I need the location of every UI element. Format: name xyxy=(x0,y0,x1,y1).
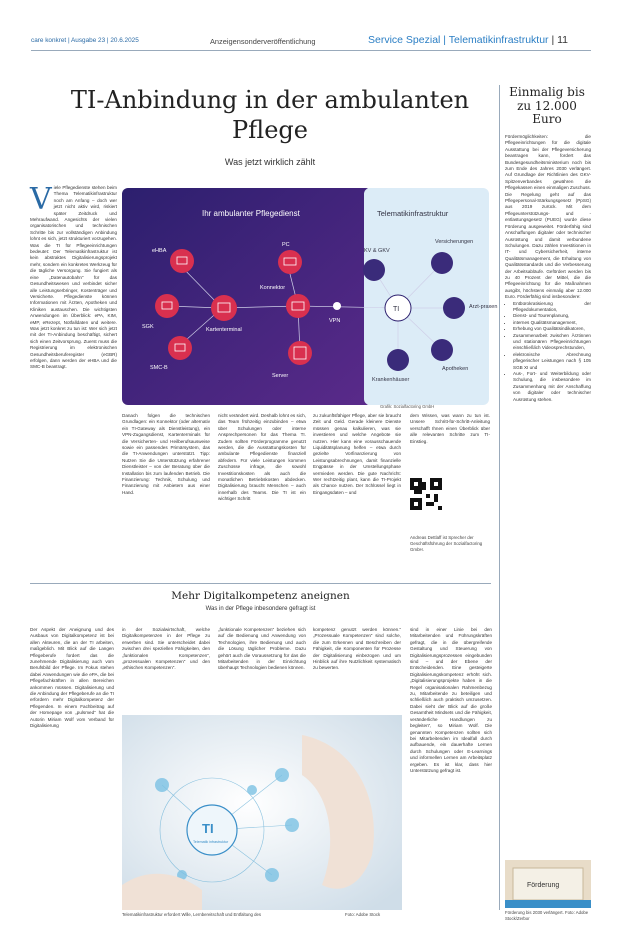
list-item: • Dienst- und Tourenplanung, xyxy=(513,313,591,319)
ti-hands-photo xyxy=(122,715,402,910)
svg-text:SMC-B: SMC-B xyxy=(150,365,168,371)
header-rule xyxy=(31,50,591,51)
list-item: • Aus-, Fort- und Weiterbildung oder Schulung, die insbesondere im Zusammenhang mit der Anschaffung von digitaler oder technischer Ausrüstung stehen. xyxy=(513,371,591,403)
article-column-1 xyxy=(30,182,117,565)
section-column-1: Der Aspekt der Aneignung und des Ausbaus von Digitalkompetenz ist bei allen Akteuren, die an der TI arbeiten, maßgeblich. Mit Blick auf die Langen Pflegeberufe fordert das die zunehmende Digitalisierung auch vom Berufsbild der Pflege. Im Fokus stehen dabei Anwendungen wie die ePA, die bei Pflegefachkräften in allen Bereichen ankommen müssen. Digitalisierung und die Anbindung der Pflegeberufe an die TI erfordern mehr Digitalkompetenz der Pflegenden. In einem Fachbeitrag auf der Homepage von „pulsmed“ hat die Autorin Miriam Wolf vom Verband für Digitalisierung xyxy=(30,627,114,729)
header-topic: Telematikinfrastruktur xyxy=(448,34,549,46)
sidebar-body xyxy=(505,134,591,854)
svg-text:Apotheken: Apotheken xyxy=(442,366,469,372)
section-subtitle: Was in der Pflege inbesondere gefragt ist xyxy=(205,606,316,612)
header-service: Service Spezial xyxy=(368,34,441,46)
svg-text:Versicherungen: Versicherungen xyxy=(435,239,474,245)
list-item: • internes Qualitätsmanagement, xyxy=(513,320,591,326)
svg-text:VPN: VPN xyxy=(329,318,341,324)
section-column-5: sind in einer Linie bei den Mitarbeitenden und Führungskräften gefragt, die in die übergreifende Gestaltung und Steuerung von Digitalisierungsprozessen eingebunden sind – und der Ebene der Entscheidenden. Eine gesteigerte Digitalisierungskompetenz erhöht sich. „Digitalisierungsprojekte haben in die Regel organisationalen Rahmenbezug zu, Mitarbeitende zu beteiligen und schließlich auch praktisch umzusetzen. Dabei sieht der Blick auf die große Gesamtheit Mindsets und die Fähigkeit, veränderliche Handlungen zu begleiten“, so Miriam Wolf. Die genannten Kompetenzen sollten sich bei Mitarbeitenden im Idealfall durch aufbauende, ein dauerhafte Lernen durch Schulungen oder E-Learnings und informellen Lernen am Arbeitsplatz ergeben. Es ist klar, dass hier Unterstützung gefragt ist. xyxy=(410,627,492,773)
qr-code-icon[interactable] xyxy=(410,478,442,510)
node-ti-center xyxy=(385,295,411,321)
section-title: Mehr Digitalkompetenz aneignen xyxy=(171,590,350,602)
header-divider: | xyxy=(551,34,558,46)
article-column-2: Danach folgen die technischen Grundlagen: ein Konnektor (oder alternativ ein TI-Gateway als Dienstleistung), ein VPN-Zugangsdienst, Kartenterminals für die Versicherten- und Heilberufsausweise sowie ein passendes Primärsystem, das die TI-Anwendungen unterstützt. Tipp: Nutzen Sie die Unterstützung erfahrener Dienstleister – von der Beratung über die Installation bis zum laufenden Betrieb. Die Finanzierung: Technik, Schulung und Finanzierung mit Anbietern aus einer Hand. xyxy=(122,413,210,495)
article-column-4: zu zukunftsfähiger Pflege, aber sie braucht Zeit und Geld. Gerade kleinere Dienste müssen genau kalkulieren, was sie investieren und welche Angebote sie nutzen. Hier kann eine vorausschauende Liquiditätsplanung helfen – etwa durch gezielte Vorfinanzierung von Leistungsabrechnungen, damit finanzielle Engpässe in der Umstellungsphase vermieden werden. Die gute Nachricht: Wer rechtzeitig plant, kann die TI-Projekt als Chance nutzen. Der Schlüssel liegt in Eingangsdaten – und xyxy=(313,413,401,495)
header-ad-label: Anzeigensonderveröffentlichung xyxy=(210,37,316,46)
article-subtitle: Was jetzt wirklich zählt xyxy=(224,157,316,167)
header-section xyxy=(368,34,568,46)
article-column-5: dem Wissen, was wann zu tun ist. Unsere Schritt-für-Schritt-Anleitung verschafft Ihnen einen Überblick über alle relevanten Schritte zum TI-Einstieg. xyxy=(410,413,490,444)
article-column-3: nicht verändert wird. Deshalb lohnt es sich, das Team frühzeitig einzubinden – etwa über Schulungen oder interne Ansprechpersonen für das Thema TI. Zudem sollten Förderprogramme genutzt werden, die die Ausstattungskosten für ambulante Pflegedienste finanziell abfedern. Für viele Leistungen kommen Zuschüsse infrage, die sowohl Investitionskosten als auch die monatlichen Betriebskosten abdecken. Digitalisierung braucht Menschen – auch innerhalb des Teams. Die TI ist ein wichtiger Schritt xyxy=(218,413,306,502)
svg-text:Kartenterminal: Kartenterminal xyxy=(206,327,242,333)
svg-text:Arzt-praxen: Arzt-praxen xyxy=(469,304,498,310)
list-item: • Entbürokratisierung der Pflegedokumentation, xyxy=(513,301,591,314)
list-item: • Erhebung von Qualitätsindikatoren, xyxy=(513,326,591,332)
section-rule xyxy=(30,583,491,584)
sidebar-photo-label: Förderung xyxy=(527,882,560,889)
list-item: • elektronische Abrechnung pflegerischer Leistungen nach § 105 SGB XI und xyxy=(513,352,591,371)
svg-text:SGK: SGK xyxy=(142,324,154,330)
sidebar-caption-text: Förderung bis 2030 verlängert. xyxy=(505,910,564,915)
left-panel-title: Ihr ambulanter Pflegedienst xyxy=(202,209,300,218)
author-note: Andreas Dettlaff ist Sprecher der Geschäftsführung der Sozialfactoring GmbH. xyxy=(410,535,483,552)
sidebar-text: Fördermöglichkeiten: die Pflegeeinrichtungen für die digitale Ausstattung bei der Pflegeversicherung beantragen kann, fordert das Bundesgesundheitsministerium noch bis zum Ende des Jahres 2030 verlängert. Auf Grundlage der Richtlinien des GKV-Spitzenverbandes gewähren die Pflegekassen einen einmaligen Zuschuss. Die Regelung geht auf das Pflegepersonal-Stärkungsgesetz (PpSG) aus 2019 zurück. Mit dem Pflegeunterstützungs- und -entlastungsgesetz (PUEG) wurde diese Förderung ausgeweitet. Förderfähig sind Anschaffungen digitaler oder technischer Ausrüstung und damit verbundene Schulungen. Dazu zählen Investitionen in IT- und Cybersicherheit, interne Qualitätsmanagement, die Erhaltung von Qualitätsstandards und die Verbesserung der Arbeitsabläufe. Gefördert werden bis zu 40 Prozent der Mittel, die die Pflegeeinrichtung für die Maßnahmen ausgibt, höchstens einmalig aber 12.000 Euro. Förderfähig sind insbesondere: xyxy=(505,134,591,300)
sidebar-credit: Foto: Adobe Stock/Zerbor xyxy=(505,910,589,921)
ti-diagram-svg xyxy=(122,188,498,405)
figure-caption: Grafik: Sozialfactoring GmbH xyxy=(380,404,435,409)
ti-diagram xyxy=(122,188,498,405)
svg-text:KV & GKV: KV & GKV xyxy=(364,248,390,254)
right-panel xyxy=(364,188,489,405)
svg-text:Konnektor: Konnektor xyxy=(260,285,286,291)
sidebar-divider xyxy=(499,85,500,910)
dropcap: V xyxy=(30,182,52,217)
sidebar-title: Einmalig bis zu 12.000 Euro xyxy=(509,85,585,126)
list-item: • Zusammenarbeit zwischen Ärztinnen und stationären Pflegeeinrichtungen einschließlich Videosprechstunden, xyxy=(513,333,591,352)
page-number: 11 xyxy=(557,34,569,46)
svg-text:Server: Server xyxy=(272,373,289,379)
ti-badge-text: TI xyxy=(202,821,214,836)
svg-text:eHBA: eHBA xyxy=(152,248,167,254)
svg-text:TI: TI xyxy=(393,306,400,313)
svg-text:PC: PC xyxy=(282,242,290,248)
header-issue-info: care konkret | Ausgabe 23 | 20.6.2025 xyxy=(31,37,139,44)
photo-credit: Foto: Adobe Stock xyxy=(345,912,381,917)
section-column-3: „funktionale Kompetenzen“ beziehen sich auf die Bedienung und Anwendung von Technologien, ihre Bedienung und auch die Lösung täglicher Probleme. Dazu gehört auch die Voraussetzung für das die Mitarbeitenden in der Einrichtung überhaupt Technologien bedienen können. xyxy=(218,627,306,671)
svg-text:Krankenhäuser: Krankenhäuser xyxy=(372,377,410,383)
article-title: TI-Anbindung in der ambulanten Pflege xyxy=(70,86,470,144)
section-column-4: kompetenz genutzt werden können.“ „Prozessuale Kompetenzen“ sind solche, die zum Erkennen und Beschreiben der Fähigkeit, die Komponenten für Prozesse der Digitalisierung einbezogen und um Hinblick auf ihre Nutzlichkeit systematisch zu bewerten. xyxy=(313,627,401,671)
left-panel xyxy=(122,188,372,405)
ti-badge-subtext: Telematik infrastruktur xyxy=(193,840,229,844)
photo-caption: Telematikinfrastruktur erfordert Wille, Lernbereitschaft und Entfaltung des xyxy=(122,912,261,917)
sidebar-list xyxy=(513,301,591,404)
article-column-1-text: iele Pflegedienste stehen beim Thema Telematikinfrastruktur noch am Anfang – doch wer jetzt nicht aktiv wird, riskiert später Zeitdruck und Mehraufwand. Angesichts der vielen organisatorischen und technischen Schritte bis zur vollständigen Anbindung lohnt es sich, jetzt strukturiert vorzugehen. Was die TI für Pflegeeinrichtungen bedeutet: Der Telematikinfrastruktur ist kein abstraktes Digitalisierungsprojekt mehr, sondern ein konkretes Werkzeug für die tägliche Versorgung. Sie fungiert als eine „Datenautobahn“ für das Gesundheitswesen und verbindet sicher alle Leistungserbringer, Kostenträger und Versicherte. Pflegedienste können Informationen mit Ärzten, Apotheken und Kliniken austauschen. Die wichtigsten Anwendungen im Überblick: ePA, KIM, eMP, eRezept, Notfalldaten und weitere. Was jetzt konkret zu tun ist: Wer sich jetzt mit der TI-Anbindung beschäftigt, sichert sich einen Zeitvorsprung. Zuerst muss die Registrierung im elektronischen Gesundheitsberuferegister (eGBR) erfolgen, dann werden der eHBA und die SMC-B beantragt. xyxy=(30,185,117,370)
sidebar-caption xyxy=(505,910,591,921)
header-divider: | xyxy=(443,34,449,46)
section-column-2: in der Sozialwirtschaft, welche Digitalkompetenzen in der Pflege zu erwerben sind. Sie unterscheidet dabei zwischen drei speziellen Fähigkeiten, den „funktionalen Kompetenzen“, „prozessualen Kompetenzen“ und den „ethischen Kompetenzen“. xyxy=(122,627,210,671)
right-panel-title: Telematikinfrastruktur xyxy=(377,209,449,218)
